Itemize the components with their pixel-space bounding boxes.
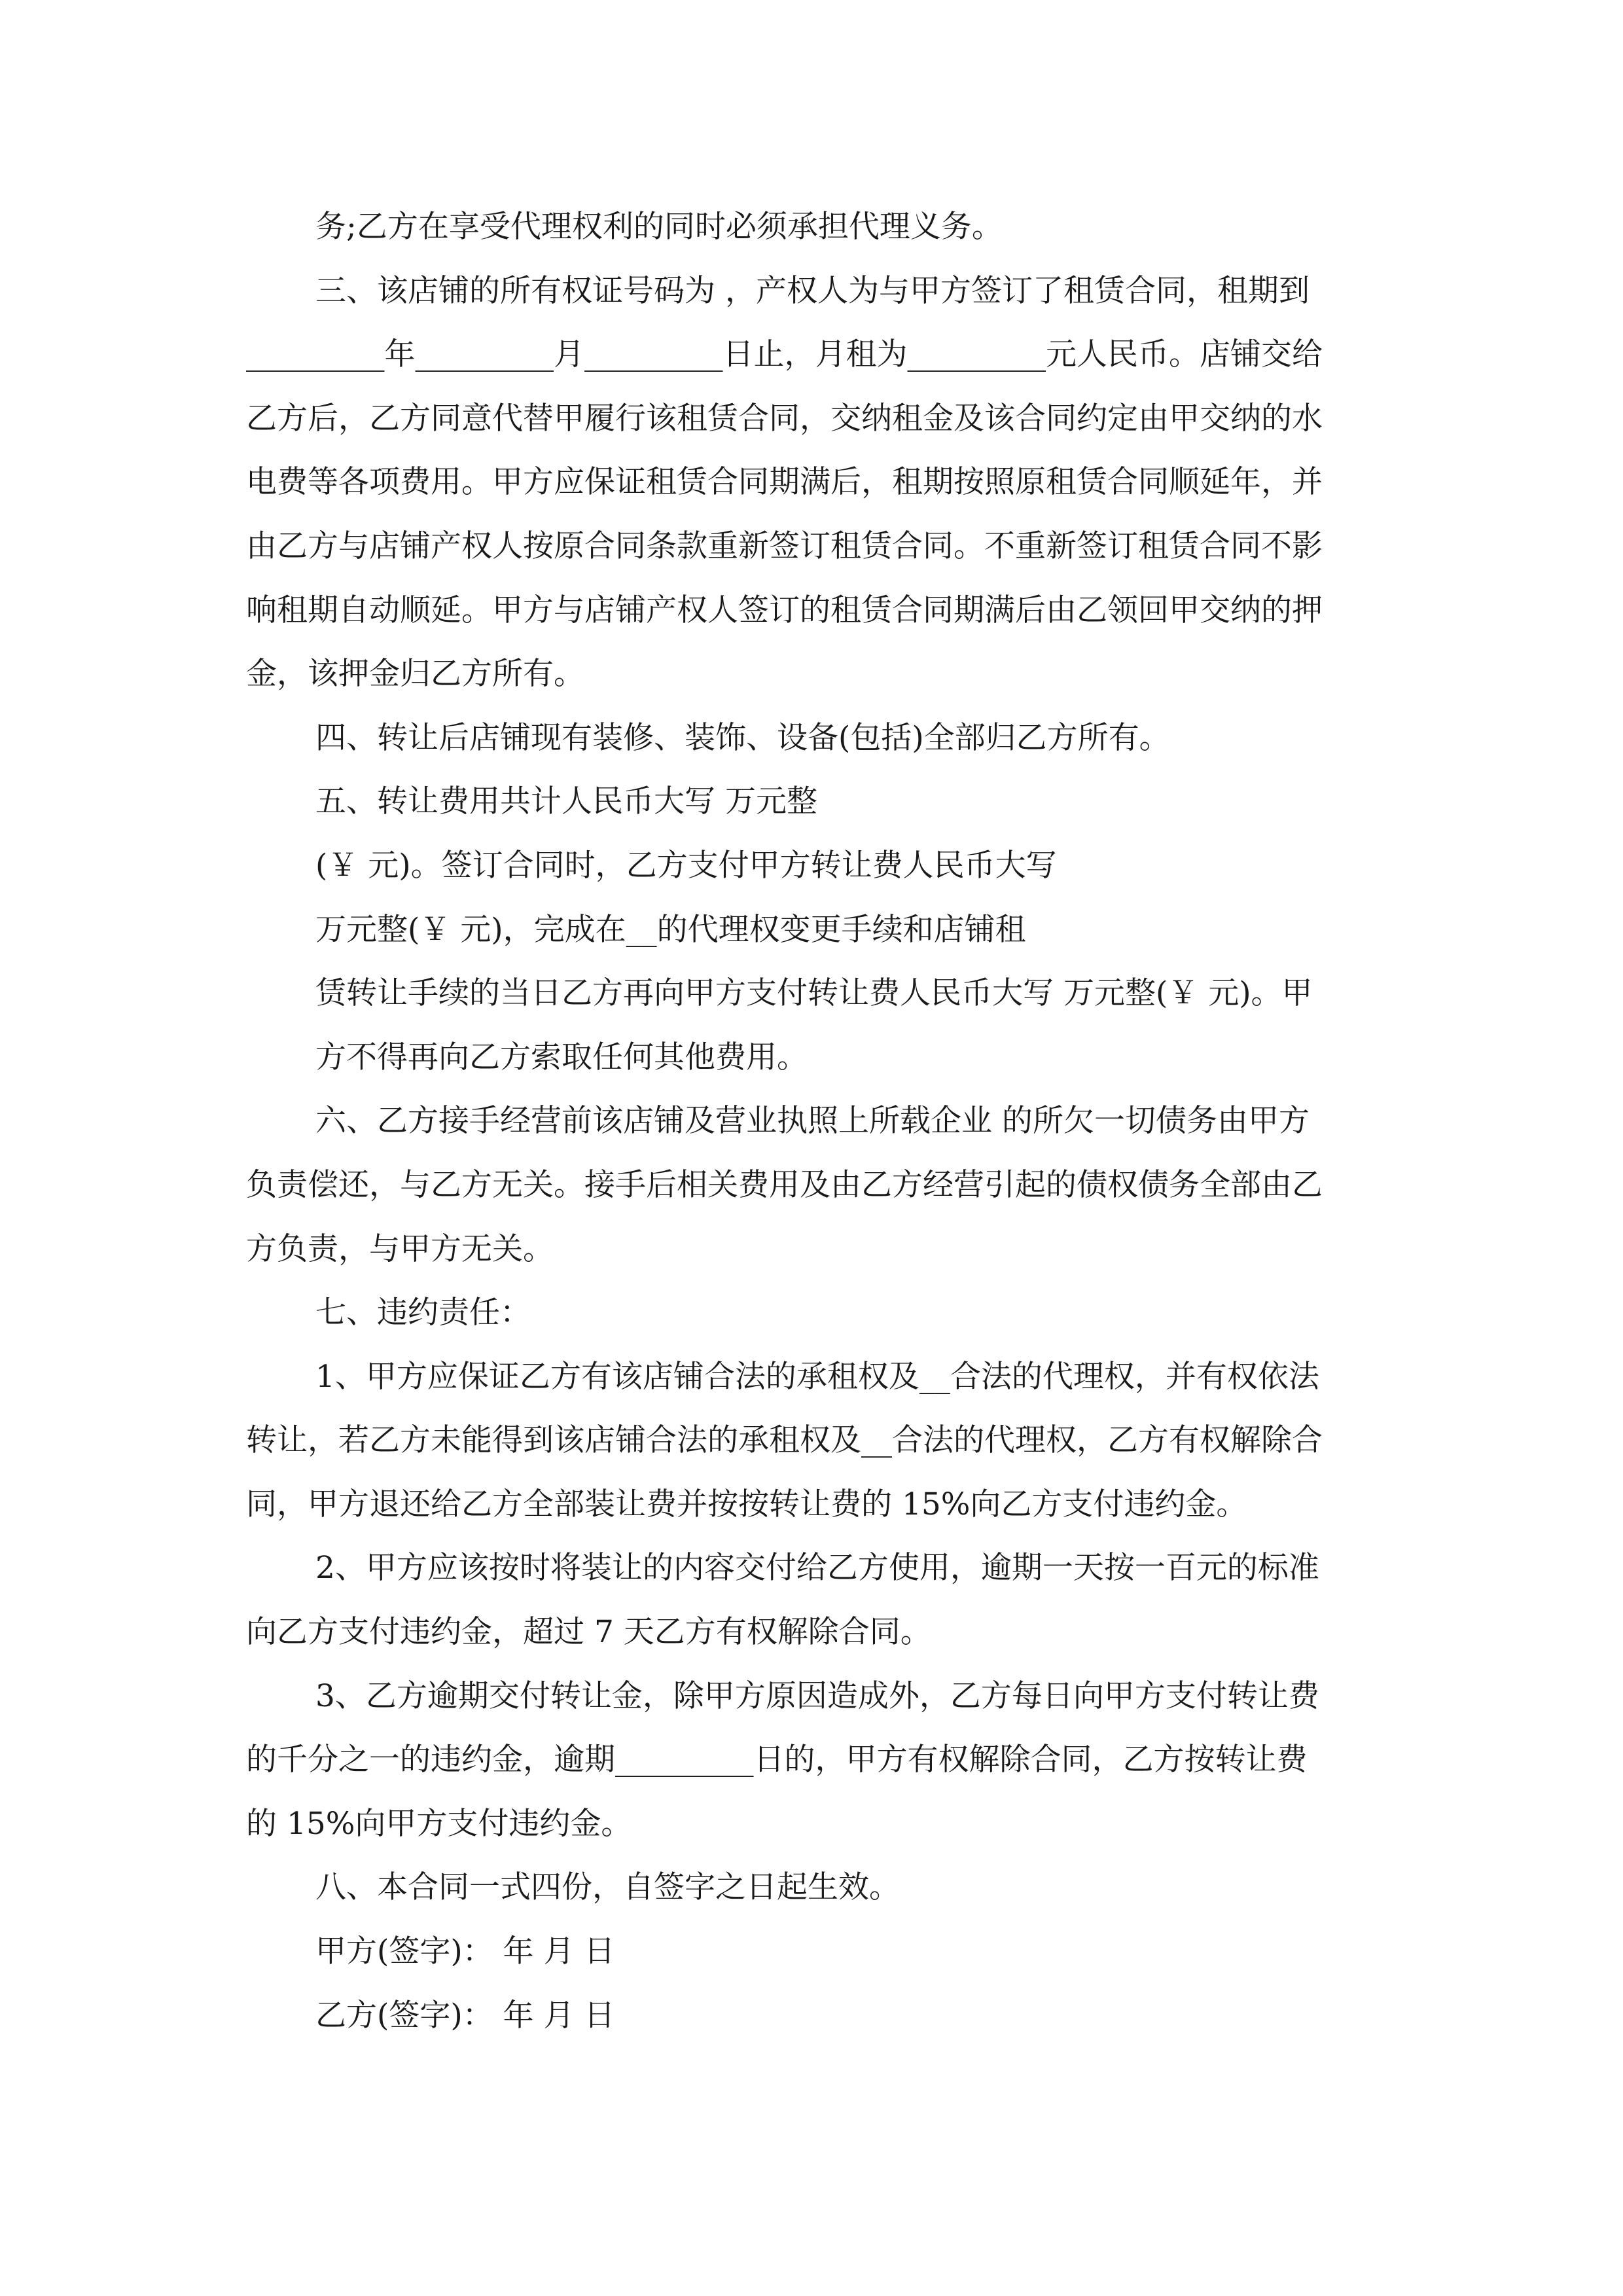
text-line: 乙方后，乙方同意代替甲履行该租赁合同，交纳租金及该合同约定由甲交纳的水 [246,400,1323,437]
text-line: 向乙方支付违约金，超过 7 天乙方有权解除合同。 [246,1614,931,1651]
text-line: 电费等各项费用。甲方应保证租赁合同期满后，租期按照原租赁合同顺延年，并 [246,464,1323,501]
text-line: 3、乙方逾期交付转让金，除甲方原因造成外，乙方每日向甲方支付转让费 [315,1677,1319,1714]
text-line: 甲方(签字)： 年 月 日 [315,1933,615,1970]
text-line: 四、转让后店铺现有装修、装饰、设备(包括)全部归乙方所有。 [315,719,1170,756]
text-line: 同，甲方退还给乙方全部装让费并按按转让费的 15%向乙方支付违约金。 [246,1486,1247,1522]
text-line: 务;乙方在享受代理权利的同时必须承担代理义务。 [315,209,1003,245]
text-line: 的 15%向甲方支付违约金。 [246,1805,632,1842]
text-line: 万元整(￥ 元)，完成在__的代理权变更手续和店铺租 [315,911,1026,948]
document-body [246,195,1377,2047]
text-line: 方不得再向乙方索取任何其他费用。 [315,1039,808,1075]
text-line: 2、甲方应该按时将装让的内容交付给乙方使用，逾期一天按一百元的标准 [315,1550,1319,1587]
text-line: 五、转让费用共计人民币大写 万元整 [315,783,817,820]
text-line: 的千分之一的违约金，逾期_________日的，甲方有权解除合同，乙方按转让费 [246,1742,1308,1778]
text-line: 金，该押金归乙方所有。 [246,656,584,692]
text-line: 六、乙方接手经营前该店铺及营业执照上所载企业 的所欠一切债务由甲方 [315,1103,1310,1139]
text-line: 七、违约责任： [315,1295,531,1331]
text-line: 负责偿还，与乙方无关。接手后相关费用及由乙方经营引起的债权债务全部由乙 [246,1166,1323,1203]
text-line: 三、该店铺的所有权证号码为 ，产权人为与甲方签订了租赁合同，租期到 [315,272,1310,309]
text-line: 由乙方与店铺产权人按原合同条款重新签订租赁合同。不重新签订租赁合同不影 [246,528,1323,564]
text-line: 赁转让手续的当日乙方再向甲方支付转让费人民币大写 万元整(￥ 元)。甲 [315,975,1313,1012]
text-line: _________年_________月_________日止，月租为_________元人民币。店铺交给 [246,336,1323,373]
text-line: 八、本合同一式四份，自签字之日起生效。 [315,1869,900,1906]
text-line: 响租期自动顺延。甲方与店铺产权人签订的租赁合同期满后由乙领回甲交纳的押 [246,592,1323,628]
text-line: (￥ 元)。签订合同时，乙方支付甲方转让费人民币大写 [315,847,1057,884]
text-line: 方负责，与甲方无关。 [246,1230,554,1267]
text-line: 1、甲方应保证乙方有该店铺合法的承租权及__合法的代理权，并有权依法 [315,1358,1319,1395]
text-line: 乙方(签字)： 年 月 日 [315,1997,615,2034]
text-line: 转让，若乙方未能得到该店铺合法的承租权及__合法的代理权，乙方有权解除合 [246,1422,1323,1459]
